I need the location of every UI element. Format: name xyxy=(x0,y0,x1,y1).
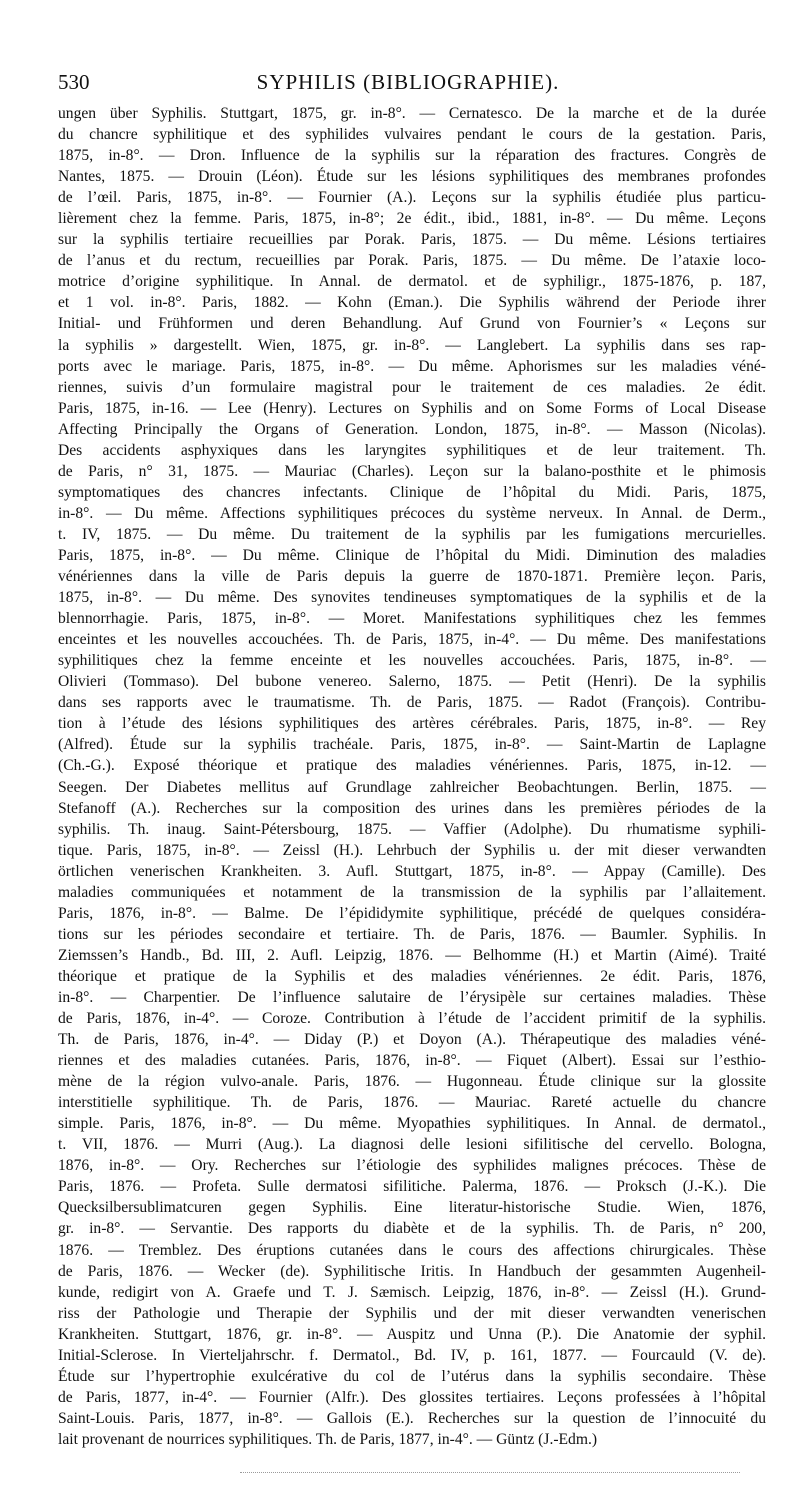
text-line: tion à l’étude des lésions syphilitiques des artères cérébrales. Paris, 1875, in-8°. — Rey xyxy=(58,715,766,733)
text-line: t. VII, 1876. — Murri (Aug.). La diagnosi delle lesioni sifilitische del cervello. Bologna, xyxy=(58,1136,766,1154)
text-line: syphilis. Th. inaug. Saint-Pétersbourg, 1875. — Vaffier (Adolphe). Du rhumatisme syphili- xyxy=(58,820,766,838)
text-line: vénériennes dans la ville de Paris depuis la guerre de 1870-1871. Première leçon. Paris, xyxy=(58,568,766,586)
text-line: de l’anus et du rectum, recueillies par Porak. Paris, 1875. — Du même. De l’ataxie loco- xyxy=(58,252,766,270)
text-line: Paris, 1876. — Profeta. Sulle dermatosi sifilitiche. Palerma, 1876. — Proksch (J.-K.). Die xyxy=(58,1178,766,1196)
text-line: sur la syphilis tertiaire recueillies par Porak. Paris, 1875. — Du même. Lésions tertiaires xyxy=(58,231,766,249)
text-line: lait provenant de nourrices syphilitiques. Th. de Paris, 1877, in-4°. — Güntz (J.-Edm.) xyxy=(58,1430,598,1448)
page-number: 530 xyxy=(58,70,90,94)
text-line: 1875, in-8°. — Dron. Influence de la syphilis sur la réparation des fractures. Congrès de xyxy=(58,147,766,165)
text-line: dans ses rapports avec le traumatisme. Th. de Paris, 1875. — Radot (François). Contribu- xyxy=(58,694,766,712)
text-line: Olivieri (Tommaso). Del bubone venereo. Salerno, 1875. — Petit (Henri). De la syphilis xyxy=(58,673,766,691)
text-line: kunde, redigirt von A. Graefe und T. J. Sæmisch. Leipzig, 1876, in-8°. — Zeissl (H.). Grund- xyxy=(58,1283,766,1301)
text-line: (Alfred). Étude sur la syphilis trachéale. Paris, 1875, in-8°. — Saint-Martin de Laplagne xyxy=(58,736,766,754)
text-line: 1876, in-8°. — Ory. Recherches sur l’étiologie des syphilides malignes précoces. Thèse de xyxy=(58,1157,766,1175)
bibliography-text xyxy=(58,103,766,1450)
text-line: Nantes, 1875. — Drouin (Léon). Étude sur les lésions syphilitiques des membranes profondes xyxy=(58,168,766,186)
text-line: Affecting Principally the Organs of Generation. London, 1875, in-8°. — Masson (Nicolas). xyxy=(58,420,766,438)
text-line: Paris, 1876, in-8°. — Balme. De l’épididymite syphilitique, précédé de quelques considéra- xyxy=(58,904,766,922)
text-line: Ziemssen’s Handb., Bd. III, 2. Aufl. Leipzig, 1876. — Belhomme (H.) et Martin (Aimé). Traité xyxy=(58,946,766,964)
text-line: Étude sur l’hypertrophie exulcérative du col de l’utérus dans la syphilis secondaire. Thèse xyxy=(58,1367,766,1385)
text-line: t. IV, 1875. — Du même. Du traitement de la syphilis par les fumigations mercurielles. xyxy=(58,525,766,543)
text-line: Seegen. Der Diabetes mellitus auf Grundlage zahlreicher Beobachtungen. Berlin, 1875. — xyxy=(58,778,766,796)
page-title: SYPHILIS (BIBLIOGRAPHIE). xyxy=(256,70,560,94)
text-line: Stefanoff (A.). Recherches sur la composition des urines dans les premières périodes de la xyxy=(58,799,766,817)
text-line: enceintes et les nouvelles accouchées. Th. de Paris, 1875, in-4°. — Du même. Des manifestations xyxy=(58,631,766,649)
text-line: Initial- und Frühformen und deren Behandlung. Auf Grund von Fournier’s « Leçons sur xyxy=(58,315,766,333)
text-line: de l’œil. Paris, 1875, in-8°. — Fournier (A.). Leçons sur la syphilis étudiée plus particu- xyxy=(58,189,766,207)
text-line: gr. in-8°. — Servantie. Des rapports du diabète et de la syphilis. Th. de Paris, n° 200, xyxy=(58,1220,766,1238)
footer-rule xyxy=(240,1472,740,1473)
text-line: ports avec le mariage. Paris, 1875, in-8°. — Du même. Aphorismes sur les maladies véné- xyxy=(58,357,766,375)
text-line: mène de la région vulvo-anale. Paris, 1876. — Hugonneau. Étude clinique sur la glossite xyxy=(58,1073,766,1091)
text-line: interstitielle syphilitique. Th. de Paris, 1876. — Mauriac. Rareté actuelle du chancre xyxy=(58,1094,766,1112)
text-line: Krankheiten. Stuttgart, 1876, gr. in-8°. — Auspitz und Unna (P.). Die Anatomie der syphil. xyxy=(58,1325,766,1343)
text-line: symptomatiques des chancres infectants. Clinique de l’hôpital du Midi. Paris, 1875, xyxy=(58,483,766,501)
text-line: in-8°. — Charpentier. De l’influence salutaire de l’érysipèle sur certaines maladies. Thèse xyxy=(58,988,766,1006)
text-line: Paris, 1875, in-16. — Lee (Henry). Lectures on Syphilis and on Some Forms of Local Disease xyxy=(58,399,766,417)
text-line: riss der Pathologie und Therapie der Syphilis und der mit dieser verwandten venerischen xyxy=(58,1304,766,1322)
text-line: 1875, in-8°. — Du même. Des synovites tendineuses symptomatiques de la syphilis et de la xyxy=(58,589,766,607)
text-line: syphilitiques chez la femme enceinte et les nouvelles accouchées. Paris, 1875, in-8°. — xyxy=(58,652,766,670)
text-line: in-8°. — Du même. Affections syphilitiques précoces du système nerveux. In Annal. de Derm., xyxy=(58,504,766,522)
text-line: Des accidents asphyxiques dans les laryngites syphilitiques et de leur traitement. Th. xyxy=(58,441,766,459)
text-line: 1876. — Tremblez. Des éruptions cutanées dans le cours des affections chirurgicales. Thèse xyxy=(58,1241,766,1259)
text-line: et 1 vol. in-8°. Paris, 1882. — Kohn (Eman.). Die Syphilis während der Periode ihrer xyxy=(58,294,766,312)
text-line: riennes, suivis d’un formulaire magistral pour le traitement de ces maladies. 2e édit. xyxy=(58,378,766,396)
text-line: de Paris, 1876. — Wecker (de). Syphilitische Iritis. In Handbuch der gesammten Augenheil- xyxy=(58,1262,766,1280)
text-line: de Paris, n° 31, 1875. — Mauriac (Charles). Leçon sur la balano-posthite et le phimosis xyxy=(58,462,766,480)
text-line: de Paris, 1876, in-4°. — Coroze. Contribution à l’étude de l’accident primitif de la syphilis. xyxy=(58,1010,766,1028)
text-line: Saint-Louis. Paris, 1877, in-8°. — Gallois (E.). Recherches sur la question de l’innocuité du xyxy=(58,1409,766,1427)
text-line: Quecksilbersublimatcuren gegen Syphilis. Eine literatur-historische Studie. Wien, 1876, xyxy=(58,1199,766,1217)
text-line: maladies communiquées et notamment de la transmission de la syphilis par l’allaitement. xyxy=(58,883,766,901)
text-line: la syphilis » dargestellt. Wien, 1875, gr. in-8°. — Langlebert. La syphilis dans ses rap- xyxy=(58,336,766,354)
text-line: lièrement chez la femme. Paris, 1875, in-8°; 2e édit., ibid., 1881, in-8°. — Du même. Leçons xyxy=(58,210,766,228)
text-line: motrice d’origine syphilitique. In Annal. de dermatol. et de syphiligr., 1875-1876, p. 187, xyxy=(58,273,766,291)
text-line: ungen über Syphilis. Stuttgart, 1875, gr. in-8°. — Cernatesco. De la marche et de la durée xyxy=(58,105,766,122)
text-line: (Ch.-G.). Exposé théorique et pratique des maladies vénériennes. Paris, 1875, in-12. — xyxy=(58,757,766,775)
text-line: tique. Paris, 1875, in-8°. — Zeissl (H.). Lehrbuch der Syphilis u. der mit dieser verwandten xyxy=(58,841,766,859)
text-line: Paris, 1875, in-8°. — Du même. Clinique de l’hôpital du Midi. Diminution des maladies xyxy=(58,546,766,564)
text-line: simple. Paris, 1876, in-8°. — Du même. Myopathies syphilitiques. In Annal. de dermatol., xyxy=(58,1115,766,1133)
running-head xyxy=(58,70,758,100)
text-line: Initial-Sclerose. In Vierteljahrschr. f. Dermatol., Bd. IV, p. 161, 1877. — Fourcauld (V. de). xyxy=(58,1346,766,1364)
text-line: du chancre syphilitique et des syphilides vulvaires pendant le cours de la gestation. Paris, xyxy=(58,126,766,144)
text-line: théorique et pratique de la Syphilis et des maladies vénériennes. 2e édit. Paris, 1876, xyxy=(58,967,766,985)
text-line: tions sur les périodes secondaire et tertiaire. Th. de Paris, 1876. — Baumler. Syphilis. In xyxy=(58,925,766,943)
text-line: riennes et des maladies cutanées. Paris, 1876, in-8°. — Fiquet (Albert). Essai sur l’esthio- xyxy=(58,1052,766,1070)
text-line: blennorrhagie. Paris, 1875, in-8°. — Moret. Manifestations syphilitiques chez les femmes xyxy=(58,610,766,628)
text-line: de Paris, 1877, in-4°. — Fournier (Alfr.). Des glossites tertiaires. Leçons professées à l’hôpital xyxy=(58,1388,766,1406)
text-line: Th. de Paris, 1876, in-4°. — Diday (P.) et Doyon (A.). Thérapeutique des maladies véné- xyxy=(58,1031,766,1049)
text-line: örtlichen venerischen Krankheiten. 3. Aufl. Stuttgart, 1875, in-8°. — Appay (Camille). Des xyxy=(58,862,766,880)
